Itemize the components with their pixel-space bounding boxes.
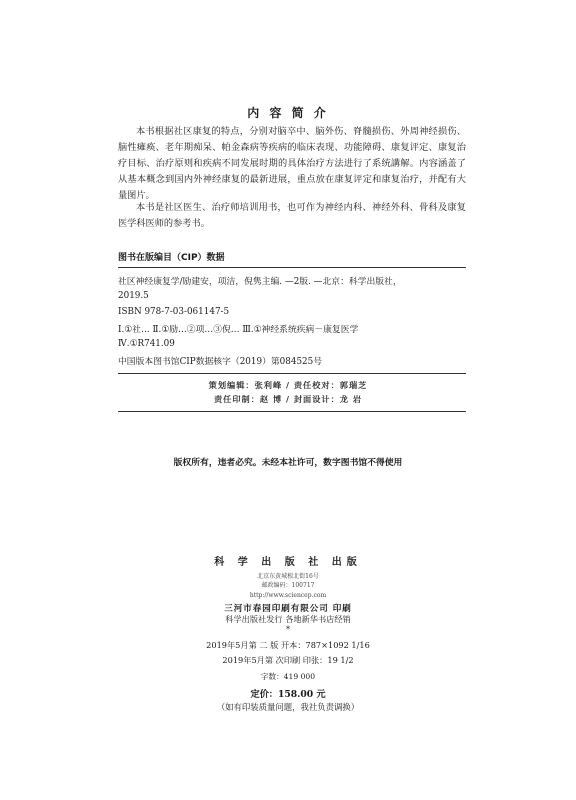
- cip-line-classification: Ⅳ.①R741.09: [118, 339, 175, 349]
- cip-bottom-rule: [118, 373, 466, 374]
- intro-paragraph-2: 本书是社区医生、治疗师培训用书，也可作为神经内科、神经外科、骨科及康复医学科医师的参考书。: [118, 202, 466, 229]
- cip-line-record: 中国版本图书馆CIP数据核字（2019）第084525号: [118, 357, 323, 367]
- publisher-postcode: 邮政编码：100717: [261, 582, 315, 589]
- printer-name: 三河市春园印刷有限公司 印刷: [224, 604, 352, 614]
- imprint-separator: *: [286, 625, 290, 634]
- cip-line-isbn: ISBN 978-7-03-061147-5: [118, 307, 230, 317]
- word-count: 字数：419 000: [260, 672, 316, 681]
- quality-note: （如有印装质量问题，我社负责调换）: [216, 702, 360, 712]
- cip-heading: 图书在版编目（CIP）数据: [118, 253, 225, 263]
- price: 定价：158.00 元: [250, 689, 326, 700]
- intro-title: 内 容 简 介: [247, 106, 329, 120]
- staff-line-production: 责任印制：赵 博 / 封面设计：龙 岩: [213, 394, 363, 404]
- rights-notice: 版权所有，违者必究。未经本社许可，数字图书馆不得使用: [173, 458, 403, 468]
- staff-line-editors: 策划编辑：张利峰 / 责任校对：郭瑞芝: [208, 380, 368, 390]
- publisher-website: http://www.sciencep.com: [249, 592, 327, 599]
- edition-line: 2019年5月第 二 版 开本：787×1092 1/16: [206, 640, 370, 650]
- cip-line-subjects: Ⅰ.①社… Ⅱ.①励…②项…③倪… Ⅲ.①神经系统疾病－康复医学: [118, 325, 359, 335]
- publisher-name: 科 学 出 版 社 出版: [214, 557, 362, 568]
- distribution-line: 科学出版社发行 各地新华书店经销: [225, 614, 351, 624]
- staff-rule: [118, 411, 466, 412]
- cip-line-year: 2019.5: [118, 291, 149, 301]
- cip-line-title: 社区神经康复学/励建安，项洁，倪隽主编. —2版. —北京：科学出版社，: [118, 277, 402, 287]
- cip-top-rule: [118, 267, 466, 268]
- printing-line: 2019年5月第 次印刷 印张：19 1/2: [222, 655, 354, 665]
- publisher-address: 北京东黄城根北街16号: [257, 573, 319, 580]
- intro-paragraph-1: 本书根据社区康复的特点，分别对脑卒中、脑外伤、脊髓损伤、外周神经损伤、脑性瘫痪、老年期痴呆、帕金森病等疾病的临床表现、功能障碍、康复评定、康复治疗目标、治疗原则和疾病不同发展时期的具体治疗方法进行了系统講解。内容涵盖了从基本概念到国内外神经康复的最新进展，重点放在康复评定和康复治疗，并配有大量图片。: [118, 126, 466, 201]
